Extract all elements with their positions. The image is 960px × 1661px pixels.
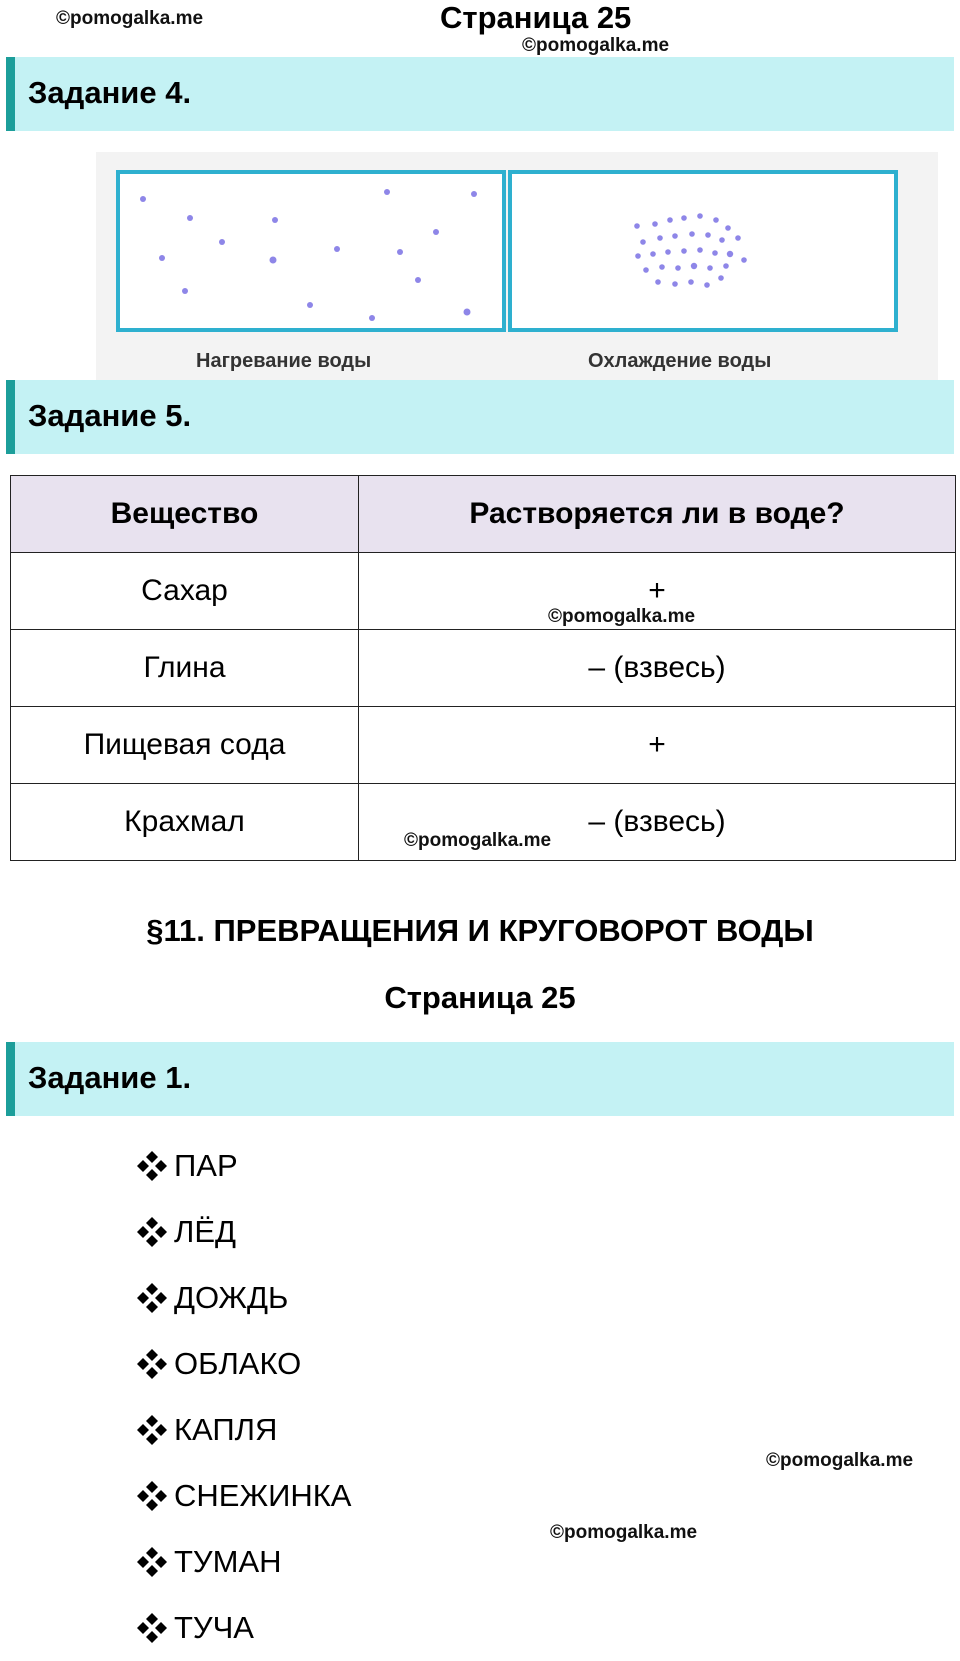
molecule-dot — [219, 239, 225, 245]
list-item-text: СНЕЖИНКА — [174, 1478, 352, 1513]
list-item — [134, 1199, 351, 1265]
molecule-dot — [713, 217, 719, 223]
molecule-dot — [697, 247, 703, 253]
molecule-dot — [697, 213, 703, 219]
table-cell: – (взвесь) — [359, 630, 956, 707]
molecule-dot — [397, 249, 403, 255]
molecule-dot — [182, 288, 188, 294]
section-title: §11. ПРЕВРАЩЕНИЯ И КРУГОВОРОТ ВОДЫ — [146, 913, 814, 948]
table-cell: Глина — [11, 630, 359, 707]
table-row — [11, 553, 956, 630]
task-4-header — [6, 57, 954, 131]
molecule-dot — [270, 257, 277, 264]
molecule-dot — [719, 237, 725, 243]
water-molecules-figure — [96, 152, 938, 380]
list-item-text: ТУМАН — [174, 1544, 282, 1579]
molecule-dot — [334, 246, 340, 252]
molecule-dot — [718, 275, 724, 281]
molecule-dot — [655, 279, 661, 285]
molecule-dot — [471, 191, 477, 197]
molecule-dot — [657, 235, 663, 241]
task-4-title: Задание 4. — [28, 75, 192, 110]
table-row — [11, 630, 956, 707]
molecule-dot — [735, 235, 741, 241]
molecule-dot — [712, 250, 718, 256]
molecule-dot — [140, 196, 146, 202]
task-5-header — [6, 380, 954, 454]
molecule-dot — [665, 249, 671, 255]
diamond-bullet-icon — [134, 1544, 170, 1580]
molecule-dot — [704, 282, 710, 288]
molecule-dot — [707, 265, 713, 271]
molecule-dot — [659, 264, 665, 270]
list-item-text: ПАР — [174, 1148, 238, 1183]
list-item-text: ОБЛАКО — [174, 1346, 302, 1381]
molecule-dot — [650, 251, 656, 257]
table-cell: Крахмал — [11, 784, 359, 861]
molecule-dot — [689, 231, 695, 237]
molecule-dot — [635, 253, 641, 259]
heating-caption: Нагревание воды — [196, 350, 372, 372]
heating-dots — [120, 174, 502, 328]
molecule-dot — [691, 263, 697, 269]
molecule-dot — [187, 215, 193, 221]
cooling-dots — [512, 174, 894, 328]
watermark: ©pomogalka.me — [550, 1522, 698, 1543]
molecule-dot — [643, 267, 649, 273]
molecule-dot — [159, 255, 165, 261]
task-1-header — [6, 1042, 954, 1116]
cooling-caption: Охлаждение воды — [588, 350, 772, 372]
molecule-dot — [307, 302, 313, 308]
diamond-bullet-icon — [134, 1610, 170, 1646]
list-item — [134, 1133, 351, 1199]
molecule-dot — [672, 281, 678, 287]
molecule-dot — [640, 239, 646, 245]
heating-panel — [116, 170, 506, 332]
column-header: Растворяется ли в воде? — [359, 476, 956, 553]
watermark: ©pomogalka.me — [56, 8, 204, 29]
molecule-dot — [634, 223, 640, 229]
molecule-dot — [727, 251, 733, 257]
molecule-dot — [433, 229, 439, 235]
molecule-dot — [675, 265, 681, 271]
diamond-bullet-icon — [134, 1346, 170, 1382]
diamond-bullet-icon — [134, 1412, 170, 1448]
table-cell: + — [359, 707, 956, 784]
molecule-dot — [681, 248, 687, 254]
task-1-title: Задание 1. — [28, 1060, 192, 1095]
molecule-dot — [369, 315, 375, 321]
list-item — [134, 1397, 351, 1463]
list-item — [134, 1595, 351, 1661]
molecule-dot — [667, 217, 673, 223]
list-item — [134, 1265, 351, 1331]
molecule-dot — [681, 215, 687, 221]
substances-table — [10, 475, 956, 861]
diamond-bullet-icon — [134, 1478, 170, 1514]
molecule-dot — [652, 221, 658, 227]
molecule-dot — [688, 279, 694, 285]
table-cell: + — [359, 553, 956, 630]
molecule-dot — [741, 257, 747, 263]
diamond-bullet-icon — [134, 1280, 170, 1316]
table-cell: Сахар — [11, 553, 359, 630]
table-cell: Пищевая сода — [11, 707, 359, 784]
page-title: Страница 25 — [440, 0, 632, 35]
answers-list — [134, 1133, 351, 1661]
list-item — [134, 1529, 351, 1595]
task-5-title: Задание 5. — [28, 398, 192, 433]
list-item — [134, 1463, 351, 1529]
list-item-text: ЛЁД — [174, 1214, 237, 1249]
watermark: ©pomogalka.me — [404, 830, 552, 851]
list-item-text: КАПЛЯ — [174, 1412, 278, 1447]
watermark: ©pomogalka.me — [766, 1450, 914, 1471]
section-page-title: Страница 25 — [384, 980, 576, 1015]
list-item-text: ТУЧА — [174, 1610, 254, 1645]
list-item — [134, 1331, 351, 1397]
molecule-dot — [672, 233, 678, 239]
molecule-dot — [723, 263, 729, 269]
table-cell: – (взвесь) — [359, 784, 956, 861]
molecule-dot — [725, 225, 731, 231]
column-header: Вещество — [11, 476, 359, 553]
list-item-text: ДОЖДЬ — [174, 1280, 289, 1315]
cooling-panel — [508, 170, 898, 332]
table-header-row — [11, 476, 956, 553]
molecule-dot — [705, 232, 711, 238]
molecule-dot — [384, 189, 390, 195]
molecule-dot — [415, 277, 421, 283]
watermark: ©pomogalka.me — [522, 35, 670, 56]
diamond-bullet-icon — [134, 1148, 170, 1184]
molecule-dot — [272, 217, 278, 223]
diamond-bullet-icon — [134, 1214, 170, 1250]
watermark: ©pomogalka.me — [548, 606, 696, 627]
molecule-dot — [464, 309, 471, 316]
table-row — [11, 707, 956, 784]
